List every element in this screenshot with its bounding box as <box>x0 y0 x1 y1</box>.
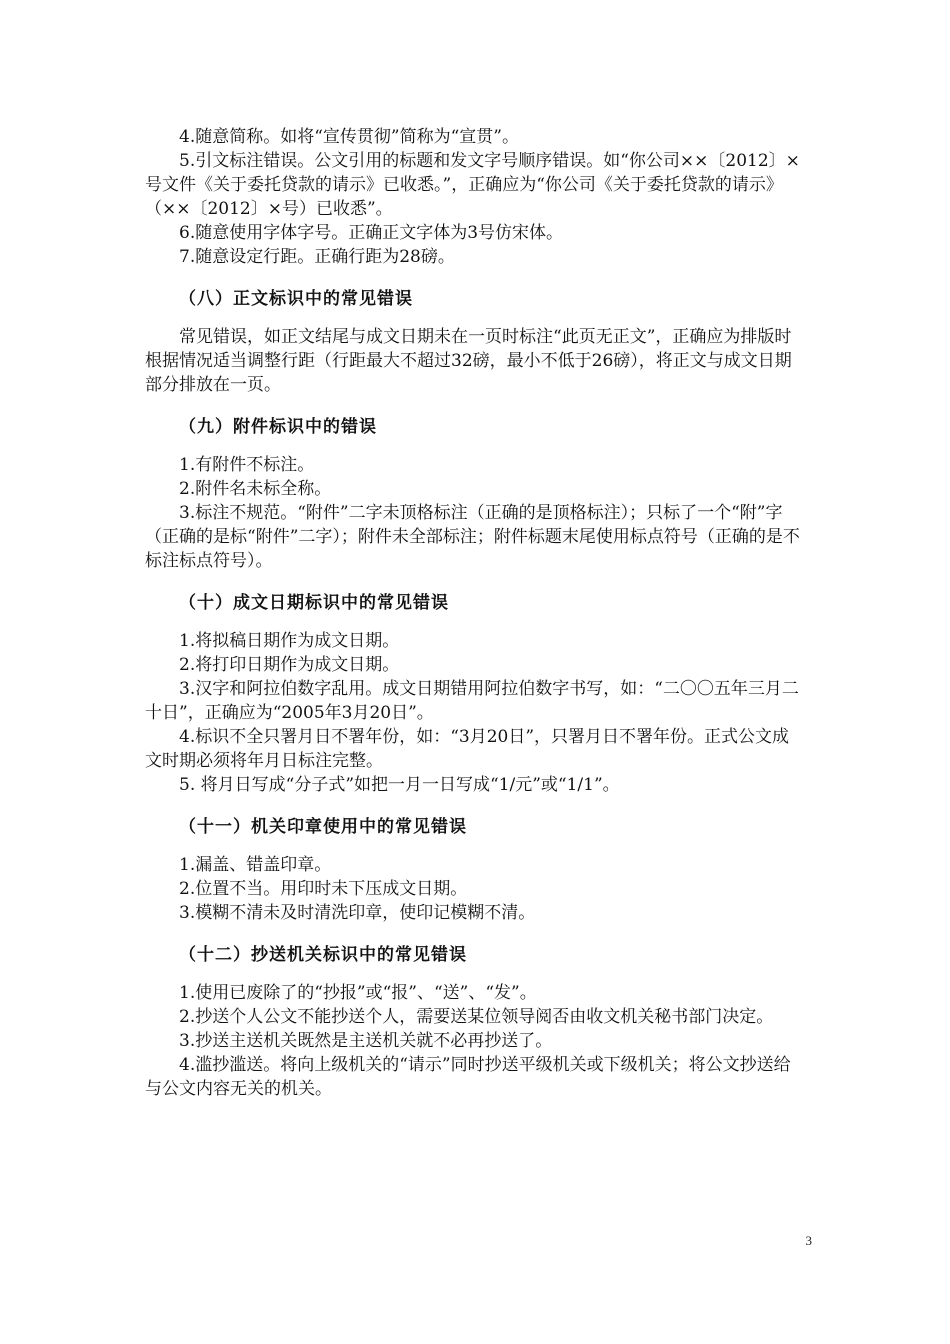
paragraph: 3.模糊不清未及时清洗印章，使印记模糊不清。 <box>179 903 536 923</box>
paragraph: 2.将打印日期作为成文日期。 <box>179 655 400 675</box>
paragraph: 5. 将月日写成“分子式”如把一月一日写成“1/元”或“1/1”。 <box>179 775 620 795</box>
section-heading: （九）附件标识中的错误 <box>179 417 377 437</box>
section-intro <box>145 125 805 269</box>
section-heading: （十一）机关印章使用中的常见错误 <box>179 817 467 837</box>
section-12 <box>145 943 805 1101</box>
paragraph: 1.将拟稿日期作为成文日期。 <box>179 631 400 651</box>
paragraph: 1.有附件不标注。 <box>179 455 315 475</box>
paragraph: 3.抄送主送机关既然是主送机关就不必再抄送了。 <box>179 1031 553 1051</box>
paragraph: 3.汉字和阿拉伯数字乱用。成文日期错用阿拉伯数字书写，如：“二〇〇五年三月二十日”，正确应为“2005年3月20日”。 <box>145 679 799 723</box>
paragraph: 2.附件名未标全称。 <box>179 479 332 499</box>
paragraph: 常见错误，如正文结尾与成文日期未在一页时标注“此页无正文”，正确应为排版时根据情况适当调整行距（行距最大不超过32磅，最小不低于26磅），将正文与成文日期部分排放在一页。 <box>145 327 792 395</box>
paragraph: 4.标识不全只署月日不署年份，如：“3月20日”，只署月日不署年份。正式公文成文时期必须将年月日标注完整。 <box>145 727 790 771</box>
page-number: 3 <box>805 1233 812 1248</box>
paragraph: 6.随意使用字体字号。正确正文字体为3号仿宋体。 <box>179 223 564 243</box>
section-11 <box>145 815 805 925</box>
paragraph: 4.随意简称。如将“宣传贯彻”简称为“宣贯”。 <box>179 127 519 147</box>
paragraph: 2.位置不当。用印时未下压成文日期。 <box>179 879 468 899</box>
section-8 <box>145 287 805 397</box>
section-10 <box>145 591 805 797</box>
paragraph: 5.引文标注错误。公文引用的标题和发文字号顺序错误。如“你公司××〔2012〕×号文件《关于委托贷款的请示》已收悉。”，正确应为“你公司《关于委托贷款的请示》（××〔2012〕×号）已收悉”。 <box>145 151 800 219</box>
paragraph: 3.标注不规范。“附件”二字未顶格标注（正确的是顶格标注）；只标了一个“附”字（正确的是标“附件”二字）；附件未全部标注；附件标题末尾使用标点符号（正确的是不标注标点符号）。 <box>145 503 800 571</box>
paragraph: 4.滥抄滥送。将向上级机关的“请示”同时抄送平级机关或下级机关；将公文抄送给与公文内容无关的机关。 <box>145 1055 791 1099</box>
paragraph: 7.随意设定行距。正确行距为28磅。 <box>179 247 455 267</box>
section-heading: （八）正文标识中的常见错误 <box>179 289 413 309</box>
section-9 <box>145 415 805 573</box>
paragraph: 1.使用已废除了的“抄报”或“报”、“送”、“发”。 <box>179 983 537 1003</box>
section-heading: （十）成文日期标识中的常见错误 <box>179 593 449 613</box>
paragraph: 2.抄送个人公文不能抄送个人，需要送某位领导阅否由收文机关秘书部门决定。 <box>179 1007 774 1027</box>
section-heading: （十二）抄送机关标识中的常见错误 <box>179 945 467 965</box>
paragraph: 1.漏盖、错盖印章。 <box>179 855 332 875</box>
document-body <box>145 125 805 1101</box>
